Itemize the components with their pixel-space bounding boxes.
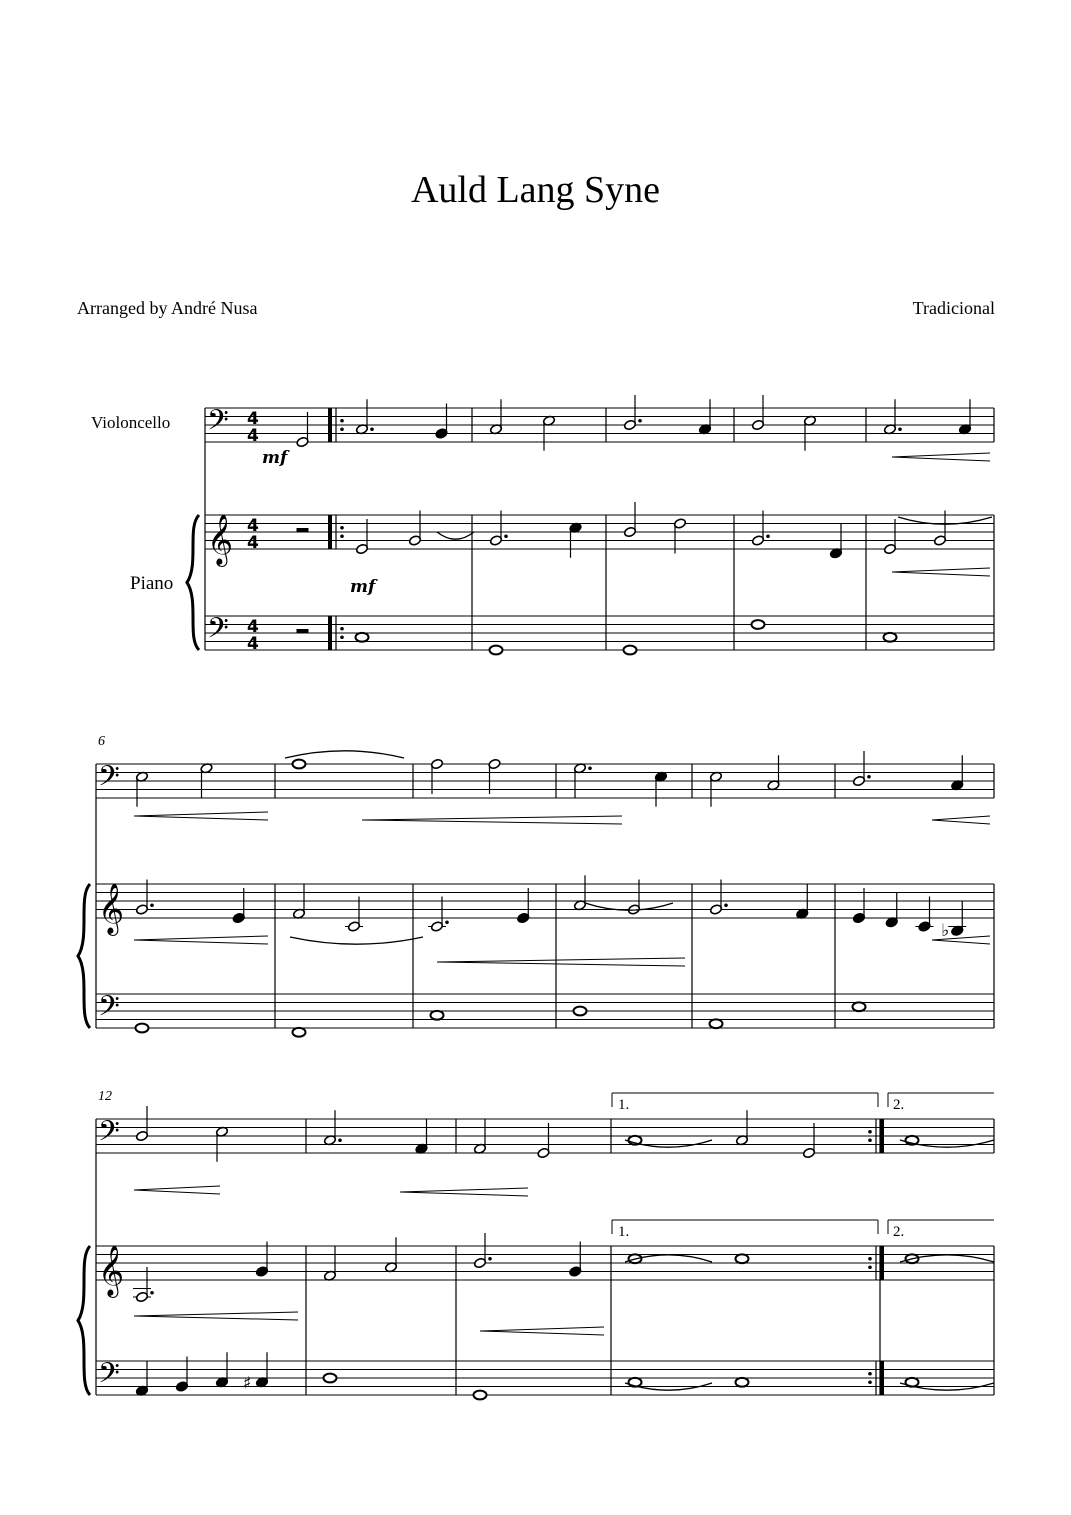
measure-number-12: 12 xyxy=(98,1089,112,1104)
score-title: Auld Lang Syne xyxy=(410,169,661,211)
repeat-dot xyxy=(340,427,344,431)
half-rest xyxy=(297,629,309,633)
notehead xyxy=(293,1028,306,1037)
instrument-label-piano: Piano xyxy=(130,573,174,594)
bass-clef: 𝄢 xyxy=(98,990,120,1030)
bass-clef: 𝄢 xyxy=(207,612,229,652)
notehead xyxy=(624,646,637,655)
composer-credit: Tradicional xyxy=(912,298,995,318)
repeat-dot xyxy=(868,1372,872,1376)
bass-clef: 𝄢 xyxy=(98,1357,120,1397)
repeat-dot xyxy=(340,627,344,631)
repeat-dot xyxy=(868,1138,872,1142)
time-signature-numerator: 4 xyxy=(247,516,259,536)
half-rest xyxy=(297,528,309,532)
arranger-credit: Arranged by André Nusa xyxy=(77,298,258,318)
augmentation-dot xyxy=(150,1291,154,1295)
treble-clef: 𝄞 xyxy=(98,883,125,934)
crescendo-hairpin xyxy=(892,453,990,457)
repeat-dot xyxy=(868,1130,872,1134)
crescendo-hairpin xyxy=(134,936,268,940)
instrument-label-cello: Violoncello xyxy=(91,413,171,432)
crescendo-hairpin xyxy=(932,820,990,824)
crescendo-hairpin xyxy=(134,940,268,944)
crescendo-hairpin xyxy=(134,1312,298,1316)
measure-number-6: 6 xyxy=(98,734,105,749)
crescendo-hairpin xyxy=(134,812,268,816)
piano-brace xyxy=(78,884,90,1028)
augmentation-dot xyxy=(445,920,449,924)
crescendo-hairpin xyxy=(437,962,685,966)
crescendo-hairpin xyxy=(134,1190,220,1194)
time-signature-numerator: 4 xyxy=(247,617,259,637)
notehead xyxy=(293,760,306,769)
augmentation-dot xyxy=(867,775,871,779)
crescendo-hairpin xyxy=(480,1327,604,1331)
augmentation-dot xyxy=(588,766,592,770)
notehead xyxy=(574,1007,587,1016)
repeat-dot xyxy=(340,419,344,423)
augmentation-dot xyxy=(488,1257,492,1261)
crescendo-hairpin xyxy=(480,1331,604,1335)
crescendo-hairpin xyxy=(134,816,268,820)
volta-second-cello: 2. xyxy=(893,1097,905,1113)
notehead xyxy=(474,1391,487,1400)
crescendo-hairpin xyxy=(400,1192,528,1196)
augmentation-dot xyxy=(638,419,642,423)
notehead xyxy=(710,1019,723,1028)
repeat-dot xyxy=(868,1265,872,1269)
time-signature-denominator: 4 xyxy=(247,426,259,446)
treble-clef: 𝄞 xyxy=(98,1245,125,1296)
dynamic-mf-cello: mf xyxy=(262,448,288,468)
notehead xyxy=(853,1002,866,1011)
repeat-dot xyxy=(340,534,344,538)
repeat-dot xyxy=(868,1257,872,1261)
notehead xyxy=(884,633,897,642)
time-signature-denominator: 4 xyxy=(247,634,259,654)
crescendo-hairpin xyxy=(362,820,622,824)
crescendo-hairpin xyxy=(892,568,990,572)
tie-c4 xyxy=(290,937,423,944)
notehead xyxy=(736,1254,749,1263)
augmentation-dot xyxy=(370,427,374,431)
repeat-dot xyxy=(868,1380,872,1384)
time-signature-numerator: 4 xyxy=(247,409,259,429)
augmentation-dot xyxy=(898,427,902,431)
crescendo-hairpin xyxy=(400,1188,528,1192)
volta-second-piano: 2. xyxy=(893,1224,905,1240)
tie-a3 xyxy=(285,751,404,758)
volta-first-piano: 1. xyxy=(618,1224,630,1240)
treble-clef: 𝄞 xyxy=(207,514,234,565)
augmentation-dot xyxy=(150,903,154,907)
crescendo-hairpin xyxy=(362,816,622,820)
piano-brace xyxy=(187,515,199,650)
notehead xyxy=(136,1024,149,1033)
piano-brace xyxy=(78,1246,90,1395)
notehead xyxy=(356,633,369,642)
repeat-dot xyxy=(340,635,344,639)
bass-clef: 𝄢 xyxy=(98,760,120,800)
sharp-accidental: ♯ xyxy=(243,1373,252,1394)
crescendo-hairpin xyxy=(932,940,990,944)
crescendo-hairpin xyxy=(134,1186,220,1190)
crescendo-hairpin xyxy=(932,816,990,820)
augmentation-dot xyxy=(766,534,770,538)
notehead xyxy=(752,620,765,629)
crescendo-hairpin xyxy=(437,958,685,962)
augmentation-dot xyxy=(724,903,728,907)
time-signature-denominator: 4 xyxy=(247,533,259,553)
tie-g4 xyxy=(437,532,474,539)
bass-clef: 𝄢 xyxy=(98,1115,120,1155)
crescendo-hairpin xyxy=(134,1316,298,1320)
flat-accidental: ♭ xyxy=(941,920,950,941)
bass-clef: 𝄢 xyxy=(207,404,229,444)
repeat-dot xyxy=(340,526,344,530)
volta-first-cello: 1. xyxy=(618,1097,630,1113)
augmentation-dot xyxy=(338,1138,342,1142)
notehead xyxy=(431,1011,444,1020)
notehead xyxy=(324,1374,337,1383)
augmentation-dot xyxy=(504,534,508,538)
crescendo-hairpin xyxy=(892,457,990,461)
notehead xyxy=(490,646,503,655)
notehead xyxy=(736,1378,749,1387)
crescendo-hairpin xyxy=(892,572,990,576)
dynamic-mf-piano: mf xyxy=(350,577,376,597)
